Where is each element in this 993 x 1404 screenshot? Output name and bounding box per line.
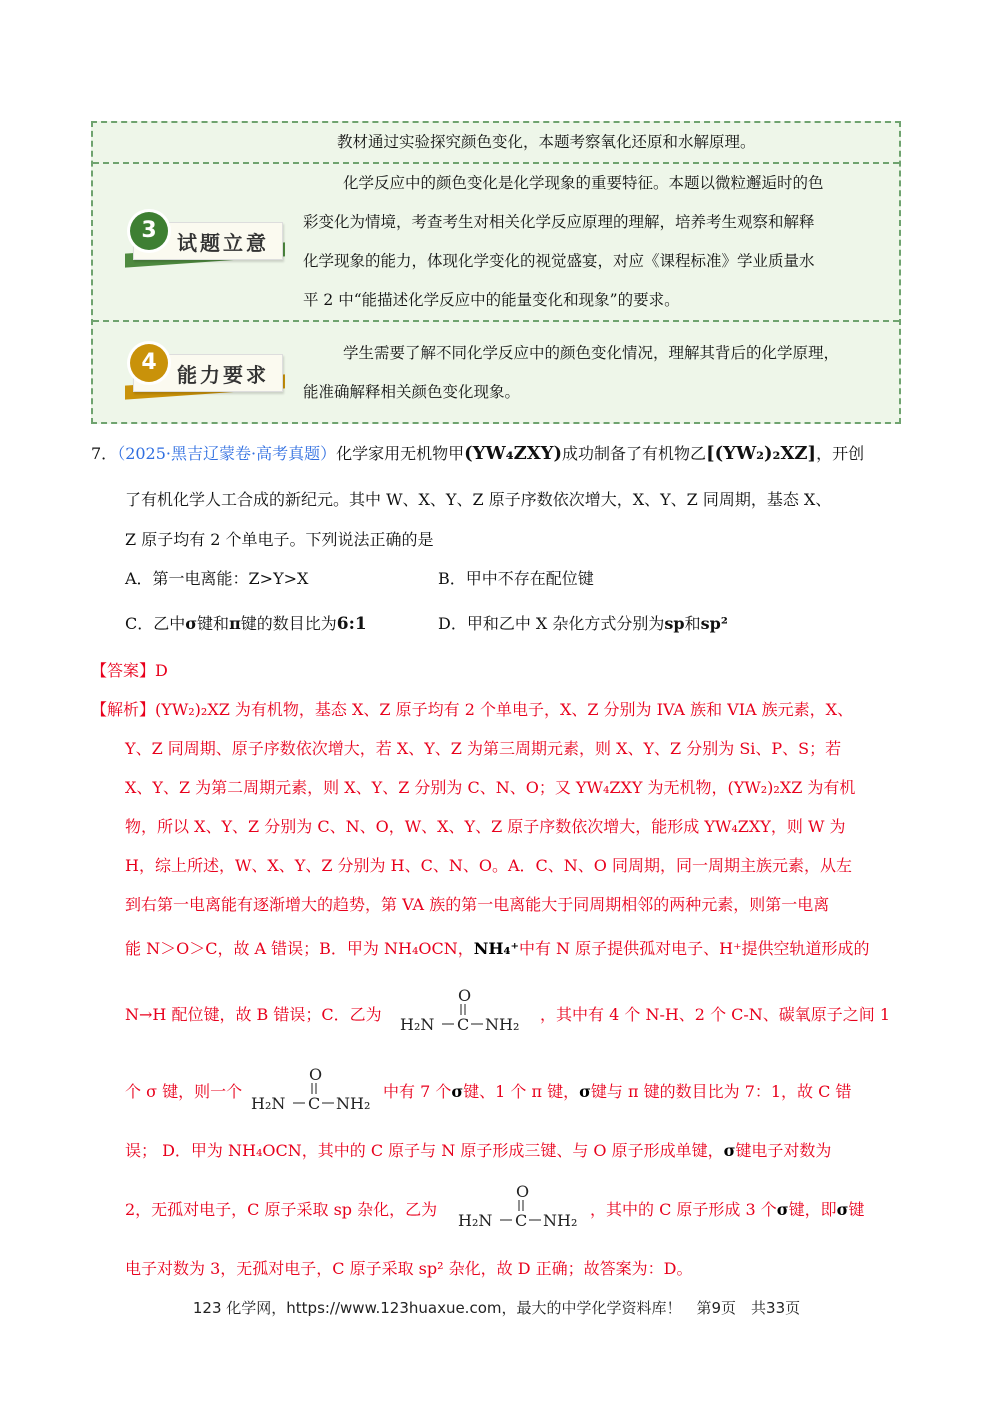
question-text: ，开创 <box>816 444 865 463</box>
analysis-text: ，其中的 C 原子形成 3 个 <box>590 1200 777 1219</box>
badge-label: 能力要求 <box>177 363 269 387</box>
question-number: 7． <box>91 444 118 463</box>
analysis-line-11a: 2，无孤对电子，C 原子采取 sp 杂化，乙为 <box>125 1200 438 1219</box>
urea-left: H₂N <box>458 1211 493 1230</box>
analysis-line-3: X、Y、Z 为第二周期元素，则 X、Y、Z 分别为 C、N、O；又 YW₄ZXY 为无机物，(YW₂)₂XZ 为有机 <box>125 778 856 797</box>
question-source: （2025·黑吉辽蒙卷·高考真题） <box>117 444 337 463</box>
analysis-text: 误； D．甲为 NH₄OCN，其中的 C 原子与 N 原子形成三键、与 O 原子形成单键， <box>125 1141 724 1160</box>
analysis-line-11b <box>590 1197 864 1220</box>
ratio-value: 6:1 <box>336 614 367 634</box>
urea-structure-svg <box>249 1063 379 1113</box>
analysis-line-5: H，综上所述，W、X、Y、Z 分别为 H、C、N、O。A．C、N、O 同周期，同一周期主族元素，从左 <box>125 856 852 875</box>
urea-left: H₂N <box>400 1015 435 1034</box>
sigma-symbol: σ <box>185 614 198 633</box>
urea-structure-svg <box>398 984 528 1034</box>
option-c-text: 键的数目比为 <box>240 614 337 633</box>
info-row-purpose <box>93 164 899 322</box>
analysis-line-12: 电子对数为 3，无孤对电子，C 原子采取 sp² 杂化，故 D 正确；故答案为：D。 <box>125 1259 693 1278</box>
urea-structure <box>398 984 528 1034</box>
urea-right: NH₂ <box>543 1211 578 1230</box>
info-row-summary <box>93 123 899 164</box>
question-line-3: Z 原子均有 2 个单电子。下列说法正确的是 <box>125 530 434 549</box>
analysis-line-1 <box>91 697 853 720</box>
analysis-text: (YW₂)₂XZ 为有机物，基态 X、Z 原子均有 2 个单电子，X、Z 分别为 IVA 族和 VIA 族元素，X、 <box>155 700 854 719</box>
sp-hybrid: sp <box>664 614 685 633</box>
ammonium-formula: NH₄⁺ <box>473 939 519 958</box>
analysis-text: 中有 7 个 <box>383 1082 452 1101</box>
sigma-symbol: σ <box>451 1082 464 1101</box>
option-b: B．甲中不存在配位键 <box>438 569 594 588</box>
urea-carbon: C <box>457 1015 470 1034</box>
sigma-symbol: σ <box>579 1082 591 1101</box>
analysis-line-10 <box>125 1138 831 1161</box>
urea-oxygen: O <box>516 1182 530 1201</box>
purpose-badge <box>111 208 281 270</box>
analysis-text: 能 N＞O＞C，故 A 错误；B．甲为 NH₄OCN， <box>125 939 474 958</box>
purpose-line-2: 彩变化为情境，考查考生对相关化学反应原理的理解，培养考生观察和解释 <box>303 213 815 231</box>
option-c-text: C．乙中 <box>125 614 186 633</box>
analysis-text: 键、1 个 π 键， <box>463 1082 580 1101</box>
urea-carbon: C <box>308 1094 321 1113</box>
info-table <box>91 121 901 424</box>
ability-line-2: 能准确解释相关颜色变化现象。 <box>303 383 521 401</box>
analysis-line-6: 到右第一电离能有逐渐增大的趋势，第 VA 族的第一电离能大于同周期相邻的两种元素，则第一电离 <box>125 895 830 914</box>
analysis-line-8b: ，其中有 4 个 N-H、2 个 C-N、碳氧原子之间 1 <box>540 1005 891 1024</box>
analysis-text: 键 <box>848 1200 865 1219</box>
analysis-line-7 <box>125 936 870 959</box>
answer-value: D <box>155 661 168 680</box>
ability-badge <box>111 340 281 402</box>
badge-number: 3 <box>130 212 168 250</box>
question-text: 成功制备了有机物乙 <box>562 444 707 463</box>
urea-oxygen: O <box>309 1065 323 1084</box>
pi-symbol: π <box>229 614 241 633</box>
page-footer: 123 化学网，https://www.123huaxue.com，最大的中学化学资料库！ 第9页 共33页 <box>192 1299 801 1317</box>
urea-left: H₂N <box>251 1094 286 1113</box>
purpose-line-4: 平 2 中“能描述化学反应中的能量变化和现象”的要求。 <box>303 291 680 309</box>
analysis-text: 键与 π 键的数目比为 7：1，故 C 错 <box>590 1082 852 1101</box>
sp2-hybrid: sp² <box>700 614 728 633</box>
analysis-text: 键，即 <box>788 1200 837 1219</box>
analysis-label: 【解析】 <box>91 700 156 719</box>
purpose-line-1: 化学反应中的颜色变化是化学现象的重要特征。本题以微粒邂逅时的色 <box>343 174 824 192</box>
analysis-text: 键电子对数为 <box>735 1141 832 1160</box>
answer <box>91 658 168 681</box>
option-d-text: D．甲和乙中 X 杂化方式分别为 <box>438 614 665 633</box>
ability-line-1: 学生需要了解不同化学反应中的颜色变化情况，理解其背后的化学原理， <box>343 344 840 362</box>
option-c-text: 键和 <box>197 614 230 633</box>
formula-jia: (YW₄ZXY) <box>464 443 563 464</box>
analysis-line-9b <box>383 1079 851 1102</box>
analysis-line-2: Y、Z 同周期、原子序数依次增大，若 X、Y、Z 为第三周期元素，则 X、Y、Z 分别为 Si、P、S；若 <box>125 739 842 758</box>
option-a: A．第一电离能：Z>Y>X <box>125 569 309 588</box>
urea-structure-svg <box>456 1180 586 1230</box>
analysis-line-8a: N→H 配位键，故 B 错误；C．乙为 <box>125 1005 382 1024</box>
analysis-line-4: 物，所以 X、Y、Z 分别为 C、N、O，W、X、Y、Z 原子序数依次增大，能形成 YW₄ZXY，则 W 为 <box>125 817 846 836</box>
analysis-line-9a: 个 σ 键，则一个 <box>125 1082 243 1101</box>
sigma-symbol: σ <box>836 1200 849 1219</box>
formula-yi: [(YW₂)₂XZ] <box>706 443 817 464</box>
urea-oxygen: O <box>458 986 472 1005</box>
urea-right: NH₂ <box>485 1015 520 1034</box>
urea-right: NH₂ <box>336 1094 371 1113</box>
option-d-text: 和 <box>684 614 701 633</box>
question-line-1 <box>91 441 864 464</box>
urea-structure <box>456 1180 586 1230</box>
urea-carbon: C <box>515 1211 528 1230</box>
option-c <box>125 611 367 634</box>
option-d <box>438 611 728 634</box>
badge-number: 4 <box>130 344 168 382</box>
urea-structure <box>249 1063 379 1113</box>
info-row-ability <box>93 322 899 422</box>
badge-label: 试题立意 <box>177 231 269 255</box>
purpose-line-3: 化学现象的能力，体现化学变化的视觉盛宴，对应《课程标准》学业质量水 <box>303 252 815 270</box>
sigma-symbol: σ <box>723 1141 736 1160</box>
answer-label: 【答案】 <box>91 661 156 680</box>
analysis-text: 中有 N 原子提供孤对电子、H⁺提供空轨道形成的 <box>518 939 870 958</box>
question-text: 化学家用无机物甲 <box>336 444 465 463</box>
summary-text: 教材通过实验探究颜色变化，本题考察氧化还原和水解原理。 <box>337 133 756 151</box>
question-line-2: 了有机化学人工合成的新纪元。其中 W、X、Y、Z 原子序数依次增大，X、Y、Z 同周期，基态 X、 <box>125 490 832 509</box>
sigma-symbol: σ <box>776 1200 789 1219</box>
